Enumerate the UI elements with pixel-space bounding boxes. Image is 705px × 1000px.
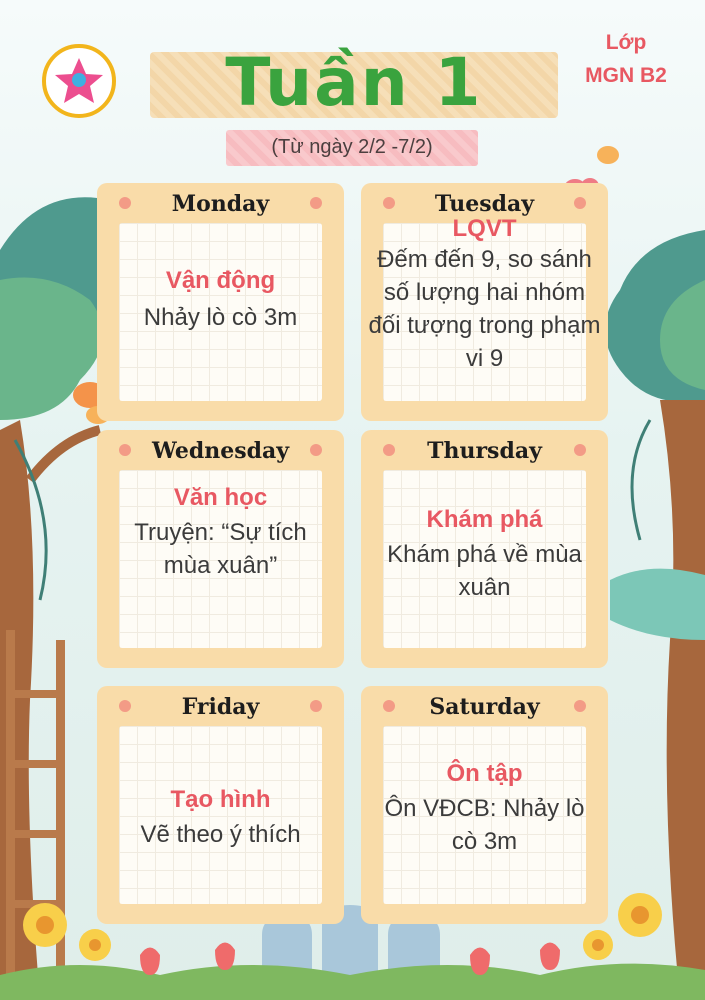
subject-label: LQVT — [452, 215, 517, 242]
tree-icon — [605, 230, 705, 1000]
day-label: Friday — [181, 694, 260, 720]
date-range: (Từ ngày 2/2 -7/2) — [271, 136, 433, 158]
day-card-tuesday — [361, 183, 608, 421]
subject-label: Tạo hình — [170, 786, 271, 813]
subject-label: Khám phá — [426, 506, 543, 533]
day-label: Monday — [171, 191, 270, 217]
day-card-monday — [97, 183, 344, 421]
activity-detail: Nhảy lò cò 3m — [143, 304, 298, 331]
day-card-friday — [97, 686, 344, 924]
day-card-wednesday — [97, 430, 344, 668]
activity-detail: Vẽ theo ý thích — [140, 821, 301, 848]
class-label-line2: MGN B2 — [585, 64, 667, 87]
activity-detail: Truyện: “Sự tích mùa xuân” — [134, 519, 307, 579]
activity-detail: Ôn VĐCB: Nhảy lò cò 3m — [384, 795, 585, 855]
page-title: Tuần 1 — [225, 44, 483, 121]
activity-detail: Đếm đến 9, so sánh số lượng hai nhóm đối tượng trong phạm vi 9 — [368, 246, 601, 372]
class-label-line1: Lớp — [605, 31, 647, 54]
day-card-saturday — [361, 686, 608, 924]
class-label — [566, 26, 686, 92]
day-label: Tuesday — [434, 191, 535, 217]
school-logo-icon — [42, 44, 116, 118]
activity-detail: Khám phá về mùa xuân — [387, 541, 582, 601]
subject-label: Văn học — [173, 484, 268, 511]
subject-label: Vận động — [165, 267, 276, 294]
day-label: Wednesday — [151, 438, 290, 464]
day-label: Saturday — [429, 694, 540, 720]
day-card-thursday — [361, 430, 608, 668]
subject-label: Ôn tập — [446, 760, 523, 787]
day-label: Thursday — [427, 438, 542, 464]
